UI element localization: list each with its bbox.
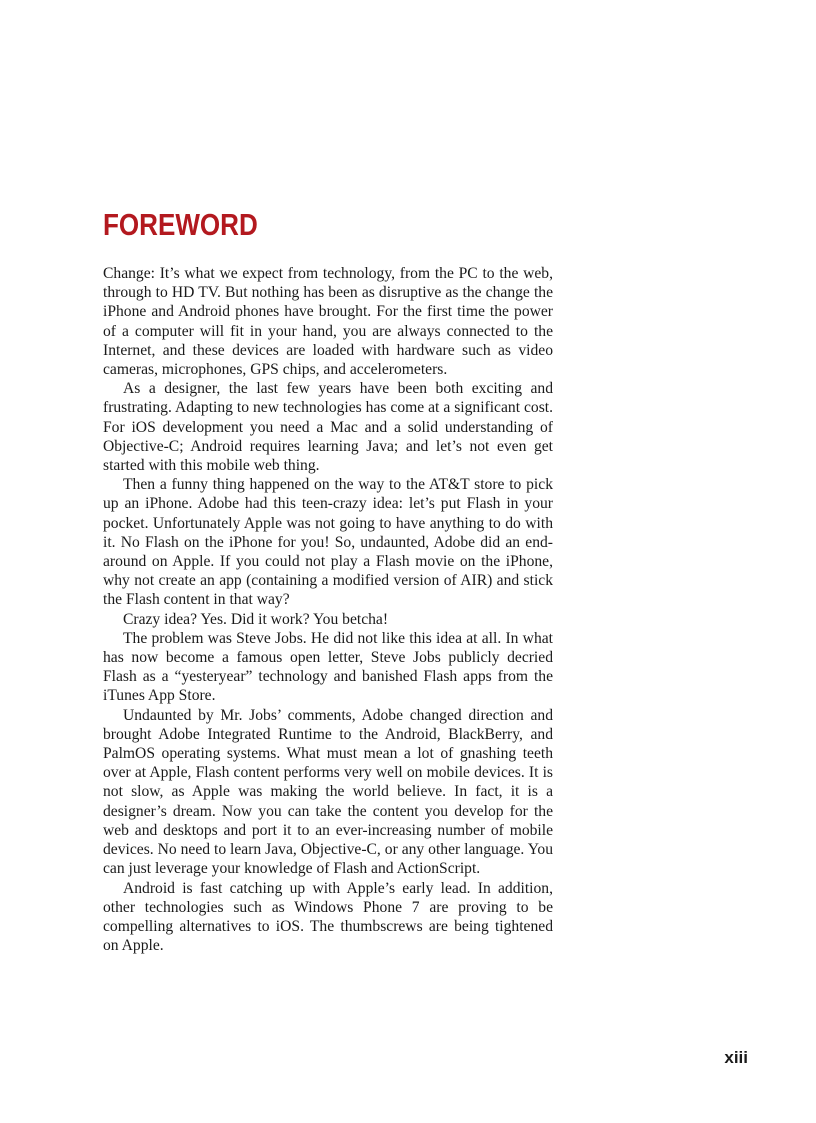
paragraph-6: Undaunted by Mr. Jobs’ comments, Adobe changed direction and brought Adobe Integrated Runtime to the Android, BlackBerry, and PalmOS operating systems. What must mean a lot of gnashing teeth over at Apple, Flash content performs very well on mobile devices. It is not slow, as Apple was making the world believe. In fact, it is a designer’s dream. Now you can take the content you develop for the web and desktops and port it to an ever-increasing number of mobile devices. No need to learn Java, Objective-C, or any other language. You can just leverage your knowledge of Flash and ActionScript. [103, 706, 553, 878]
page-number: xiii [724, 1048, 748, 1067]
paragraph-5: The problem was Steve Jobs. He did not like this idea at all. In what has now become a famous open letter, Steve Jobs publicly decried Flash as a “yesteryear” technology and banished Flash apps from the iTunes App Store. [103, 629, 553, 705]
paragraph-2: As a designer, the last few years have been both exciting and frustrating. Adapting to new technologies has come at a significant cost. For iOS development you need a Mac and a solid understanding of Objective-C; Android requires learning Java; and let’s not even get started with this mobile web thing. [103, 380, 553, 475]
paragraph-4: Crazy idea? Yes. Did it work? You betcha! [123, 610, 389, 628]
foreword-body [103, 264, 553, 955]
paragraph-1: Change: It’s what we expect from technology, from the PC to the web, through to HD TV. But nothing has been as disruptive as the change the iPhone and Android phones have brought. For the first time the power of a computer will fit in your hand, you are always connected to the Internet, and these devices are loaded with hardware such as video cameras, microphones, GPS chips, and accelerometers. [103, 265, 553, 379]
page-title: FOREWORD [103, 207, 258, 242]
paragraph-3: Then a funny thing happened on the way to the AT&T store to pick up an iPhone. Adobe had this teen-crazy idea: let’s put Flash in your pocket. Unfortunately Apple was not going to have anything to do with it. No Flash on the iPhone for you! So, undaunted, Adobe did an end-around on Apple. If you could not play a Flash movie on the iPhone, why not create an app (containing a modified version of AIR) and stick the Flash content in that way? [103, 476, 553, 609]
paragraph-7: Android is fast catching up with Apple’s early lead. In addition, other technologies such as Windows Phone 7 are proving to be compelling alternatives to iOS. The thumbscrews are being tightened on Apple. [103, 879, 553, 955]
